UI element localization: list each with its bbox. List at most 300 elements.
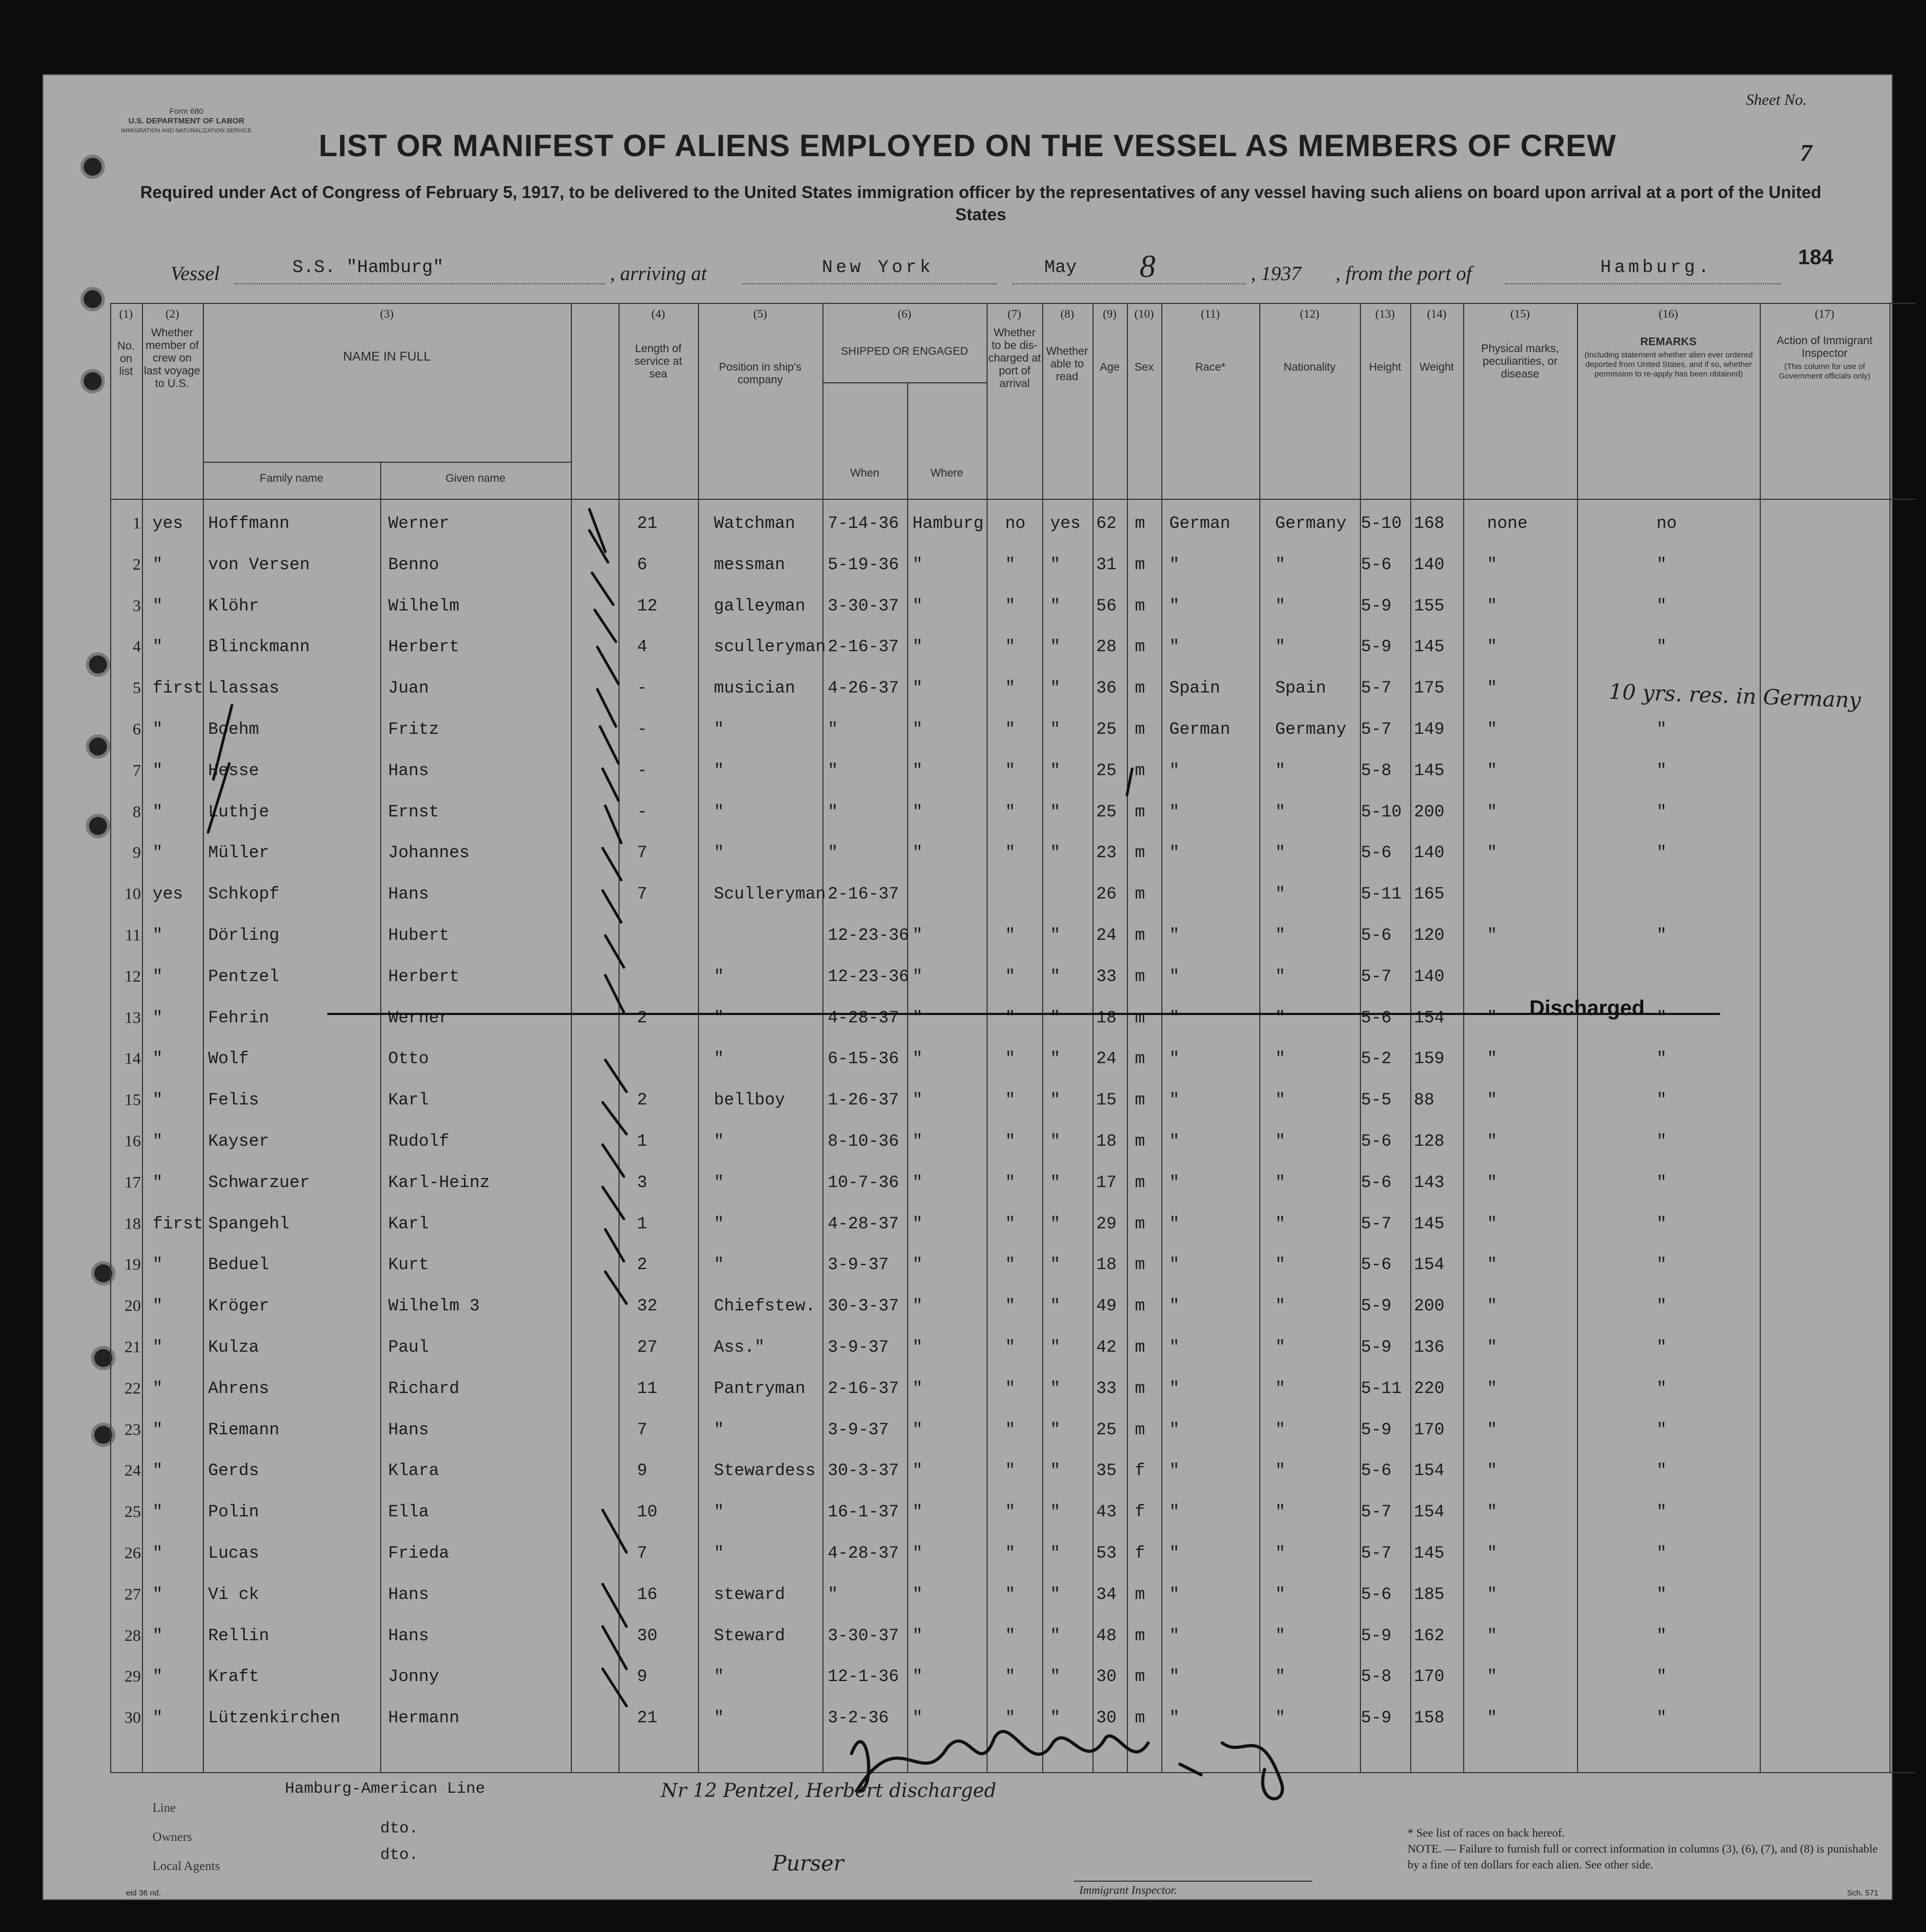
given-name-cell: Juan xyxy=(388,678,429,698)
read-cell: " xyxy=(1050,1296,1061,1316)
weight-cell: 220 xyxy=(1414,1378,1445,1398)
column-header-height: Height xyxy=(1369,361,1401,373)
nationality-cell: " xyxy=(1275,1172,1286,1192)
race-cell: " xyxy=(1169,843,1180,863)
where-cell: " xyxy=(912,1131,923,1151)
read-cell: " xyxy=(1050,1131,1061,1151)
member-cell: " xyxy=(153,596,163,616)
read-cell: " xyxy=(1050,1049,1061,1069)
remarks-cell: " xyxy=(1656,1049,1667,1069)
when-cell: 3-2-36 xyxy=(828,1708,889,1728)
weight-cell: 162 xyxy=(1414,1625,1445,1646)
family-name-cell: Pentzel xyxy=(208,966,280,986)
member-cell: " xyxy=(153,760,163,780)
height-cell: 5-7 xyxy=(1361,966,1392,986)
read-cell: " xyxy=(1050,1255,1061,1275)
binder-hole xyxy=(86,734,110,759)
remarks-cell: " xyxy=(1656,596,1667,616)
sheet-number: 7 xyxy=(1800,139,1812,166)
nationality-cell: " xyxy=(1275,1131,1286,1151)
table-row xyxy=(110,551,1889,592)
member-cell: " xyxy=(153,1584,163,1604)
race-cell: " xyxy=(1169,966,1180,986)
race-cell: " xyxy=(1169,1378,1180,1398)
when-cell: 30-3-37 xyxy=(828,1461,899,1481)
row-number: 14 xyxy=(124,1049,141,1068)
discharged-cell: " xyxy=(1005,554,1016,574)
physical-cell: " xyxy=(1487,1625,1498,1646)
position-cell: Pantryman xyxy=(714,1378,805,1398)
height-cell: 5-10 xyxy=(1361,802,1402,822)
discharged-cell: " xyxy=(1005,1008,1016,1028)
column-header-sex: Sex xyxy=(1134,361,1154,373)
table-row xyxy=(110,1580,1889,1622)
sex-cell: m xyxy=(1135,1049,1145,1069)
length-cell: 12 xyxy=(637,596,658,616)
physical-cell: " xyxy=(1487,1255,1498,1275)
row-number: 20 xyxy=(124,1296,141,1315)
length-cell: 11 xyxy=(637,1378,658,1398)
nationality-cell: " xyxy=(1275,925,1286,945)
table-row xyxy=(110,509,1889,551)
sex-cell: m xyxy=(1135,1378,1145,1398)
member-cell: " xyxy=(153,637,163,657)
physical-cell: " xyxy=(1487,802,1498,822)
when-cell: 4-28-37 xyxy=(828,1008,899,1028)
column-number: (9) xyxy=(1103,307,1117,320)
member-cell: " xyxy=(153,1172,163,1192)
sex-cell: m xyxy=(1135,1584,1145,1604)
family-name-cell: Klöhr xyxy=(208,596,259,616)
binder-hole xyxy=(80,369,105,393)
nationality-cell: " xyxy=(1275,1090,1286,1110)
member-cell: " xyxy=(153,1502,163,1522)
given-name-cell: Hans xyxy=(388,884,429,904)
row-number: 10 xyxy=(124,884,141,903)
discharged-cell: " xyxy=(1005,843,1016,863)
position-cell: " xyxy=(714,966,724,986)
arriving-label: , arriving at xyxy=(610,263,707,285)
physical-cell: " xyxy=(1487,1461,1498,1481)
weight-cell: 145 xyxy=(1414,637,1445,657)
member-cell: " xyxy=(153,1296,163,1316)
position-cell: " xyxy=(714,1008,724,1028)
inspector-label: Immigrant Inspector. xyxy=(1079,1883,1177,1897)
row-number: 8 xyxy=(132,802,141,821)
weight-cell: 88 xyxy=(1414,1090,1435,1110)
sex-cell: m xyxy=(1135,925,1145,945)
position-cell: " xyxy=(714,1543,724,1563)
column-number: (2) xyxy=(165,307,180,320)
sex-cell: m xyxy=(1135,720,1145,739)
weight-cell: 200 xyxy=(1414,802,1445,822)
where-cell: " xyxy=(912,720,923,739)
read-cell: " xyxy=(1050,1543,1061,1563)
column-header-when: When xyxy=(850,467,880,479)
member-cell: " xyxy=(153,1090,163,1110)
member-cell: yes xyxy=(153,514,183,533)
binder-hole xyxy=(86,814,110,838)
read-cell: " xyxy=(1050,1625,1061,1646)
position-cell: " xyxy=(714,802,724,822)
sex-cell: m xyxy=(1135,1255,1145,1275)
remarks-cell: " xyxy=(1656,1502,1667,1522)
age-cell: 62 xyxy=(1096,514,1117,533)
position-cell: " xyxy=(714,1131,724,1151)
given-name-cell: Kurt xyxy=(388,1255,429,1275)
where-cell: " xyxy=(912,554,923,574)
given-name-cell: Herbert xyxy=(388,966,460,986)
row-number: 1 xyxy=(132,514,141,532)
column-header-position: Position in ship's company xyxy=(719,361,802,386)
discharged-cell: " xyxy=(1005,1419,1016,1440)
column-header-given: Given name xyxy=(445,472,506,484)
member-cell: " xyxy=(153,843,163,863)
column-header-weight: Weight xyxy=(1419,361,1454,373)
height-cell: 5-8 xyxy=(1361,760,1392,780)
age-cell: 48 xyxy=(1096,1625,1117,1646)
length-cell: 10 xyxy=(637,1502,658,1522)
when-cell: 2-16-37 xyxy=(828,1378,899,1398)
weight-cell: 158 xyxy=(1414,1708,1445,1728)
where-cell: " xyxy=(912,1625,923,1646)
family-name-cell: Schwarzuer xyxy=(208,1172,310,1192)
column-header-action-note: (This column for use of Government officials only) xyxy=(1778,362,1871,381)
sex-cell: m xyxy=(1135,1090,1145,1110)
length-cell: 2 xyxy=(637,1255,648,1275)
when-cell: 3-30-37 xyxy=(828,596,899,616)
when-cell: " xyxy=(828,720,838,739)
sheet-no-label: Sheet No. xyxy=(1746,91,1807,109)
row-number: 2 xyxy=(132,554,141,573)
where-cell: " xyxy=(912,1378,923,1398)
weight-cell: 200 xyxy=(1414,1296,1445,1316)
read-cell: " xyxy=(1050,554,1061,574)
column-header-race: Race* xyxy=(1195,361,1226,373)
given-name-cell: Rudolf xyxy=(388,1131,450,1151)
remarks-cell: " xyxy=(1656,1461,1667,1481)
height-cell: 5-7 xyxy=(1361,720,1392,739)
position-cell: Chiefstew. xyxy=(714,1296,816,1316)
sex-cell: m xyxy=(1135,1625,1145,1646)
when-cell: 16-1-37 xyxy=(828,1502,899,1522)
read-cell: " xyxy=(1050,1502,1061,1522)
table-row xyxy=(110,1374,1889,1416)
weight-cell: 185 xyxy=(1414,1584,1445,1604)
nationality-cell: " xyxy=(1275,554,1286,574)
position-cell: " xyxy=(714,1049,724,1069)
when-cell: 3-9-37 xyxy=(828,1337,889,1357)
arriving-port: New York xyxy=(822,258,934,278)
race-cell: Spain xyxy=(1169,678,1221,698)
column-header-physical: Physical marks, peculiarities, or disease xyxy=(1481,343,1560,380)
when-cell: 8-10-36 xyxy=(828,1131,899,1151)
family-name-cell: Ahrens xyxy=(208,1378,270,1398)
nationality-cell: " xyxy=(1275,884,1286,904)
family-name-cell: Hoffmann xyxy=(208,514,290,533)
where-cell: " xyxy=(912,760,923,780)
physical-cell: " xyxy=(1487,1584,1498,1604)
race-cell: " xyxy=(1169,1255,1180,1275)
row-number: 29 xyxy=(124,1667,141,1686)
read-cell: " xyxy=(1050,720,1061,739)
remarks-cell: " xyxy=(1656,554,1667,574)
arrival-day: 8 xyxy=(1140,249,1155,284)
when-cell: 12-23-36 xyxy=(828,925,909,945)
table-row xyxy=(110,798,1889,839)
family-name-cell: Kröger xyxy=(208,1296,270,1316)
member-cell: " xyxy=(153,1543,163,1563)
weight-cell: 140 xyxy=(1414,554,1445,574)
given-name-cell: Paul xyxy=(388,1337,429,1357)
sex-cell: m xyxy=(1135,884,1145,904)
family-name-cell: Hesse xyxy=(208,760,259,780)
nationality-cell: " xyxy=(1275,1584,1286,1604)
physical-cell: " xyxy=(1487,1502,1498,1522)
departure-port: Hamburg. xyxy=(1600,258,1713,278)
read-cell: " xyxy=(1050,1584,1061,1604)
given-name-cell: Otto xyxy=(388,1049,429,1069)
member-cell: first xyxy=(153,678,204,698)
member-cell: " xyxy=(153,1625,163,1646)
where-cell: " xyxy=(912,596,923,616)
family-name-cell: Fehrin xyxy=(208,1008,270,1028)
when-cell: 7-14-36 xyxy=(828,514,899,533)
weight-cell: 170 xyxy=(1414,1667,1445,1687)
sex-cell: m xyxy=(1135,1131,1145,1151)
member-cell: " xyxy=(153,1008,163,1028)
discharged-cell: " xyxy=(1005,1296,1016,1316)
discharged-cell: " xyxy=(1005,966,1016,986)
race-cell: " xyxy=(1169,1461,1180,1481)
family-name-cell: Vi ck xyxy=(208,1584,259,1604)
when-cell: " xyxy=(828,843,838,863)
age-cell: 42 xyxy=(1096,1337,1117,1357)
position-cell: bellboy xyxy=(714,1090,785,1110)
height-cell: 5-11 xyxy=(1361,884,1402,904)
discharged-cell: " xyxy=(1005,925,1016,945)
column-number: (5) xyxy=(753,307,767,320)
discharged-stamp: Discharged xyxy=(1529,996,1645,1020)
age-cell: 15 xyxy=(1096,1090,1117,1110)
length-cell: 6 xyxy=(637,554,648,574)
binder-hole xyxy=(86,652,110,677)
form-number: Form 680 xyxy=(169,107,204,116)
row-number: 28 xyxy=(124,1625,141,1645)
race-cell: " xyxy=(1169,637,1180,657)
physical-cell: " xyxy=(1487,843,1498,863)
physical-cell: " xyxy=(1487,554,1498,574)
given-name-cell: Benno xyxy=(388,554,440,574)
given-name-cell: Wilhelm 3 xyxy=(388,1296,480,1316)
row-number: 22 xyxy=(124,1378,141,1397)
where-cell: " xyxy=(912,1502,923,1522)
race-cell: " xyxy=(1169,760,1180,780)
race-cell: " xyxy=(1169,802,1180,822)
height-cell: 5-7 xyxy=(1361,1543,1392,1563)
family-name-cell: Kraft xyxy=(208,1667,259,1687)
when-cell: 12-1-36 xyxy=(828,1667,899,1687)
length-cell: 1 xyxy=(637,1131,648,1151)
column-number: (10) xyxy=(1134,307,1154,320)
discharged-cell: " xyxy=(1005,1090,1016,1110)
position-cell: " xyxy=(714,720,724,739)
when-cell: 1-26-37 xyxy=(828,1090,899,1110)
age-cell: 25 xyxy=(1096,720,1117,739)
where-cell: " xyxy=(912,966,923,986)
weight-cell: 168 xyxy=(1414,514,1445,533)
where-cell: " xyxy=(912,1090,923,1110)
age-cell: 36 xyxy=(1096,678,1117,698)
row-strikethrough xyxy=(327,1013,1720,1015)
page-title: LIST OR MANIFEST OF ALIENS EMPLOYED ON THE VESSEL AS MEMBERS OF CREW xyxy=(318,129,1617,163)
weight-cell: 136 xyxy=(1414,1337,1445,1357)
given-name-cell: Ella xyxy=(388,1502,429,1522)
row-number: 6 xyxy=(132,720,141,738)
member-cell: " xyxy=(153,1708,163,1728)
column-number: (17) xyxy=(1815,307,1834,320)
length-cell: 21 xyxy=(637,1708,658,1728)
discharged-cell: " xyxy=(1005,1172,1016,1192)
when-cell: 3-9-37 xyxy=(828,1419,889,1440)
height-cell: 5-7 xyxy=(1361,1502,1392,1522)
given-name-cell: Frieda xyxy=(388,1543,450,1563)
height-cell: 5-9 xyxy=(1361,1337,1392,1357)
remarks-cell: " xyxy=(1656,1543,1667,1563)
remarks-cell: " xyxy=(1656,1625,1667,1646)
height-cell: 5-7 xyxy=(1361,678,1392,698)
nationality-cell: " xyxy=(1275,802,1286,822)
where-cell: " xyxy=(912,1584,923,1604)
when-cell: 30-3-37 xyxy=(828,1296,899,1316)
race-cell: " xyxy=(1169,1584,1180,1604)
vessel-name: S.S. "Hamburg" xyxy=(292,258,444,278)
row-number: 18 xyxy=(124,1214,141,1233)
member-cell: yes xyxy=(153,884,183,904)
column-header-member: Whether member of crew on last voyage to U.S. xyxy=(144,327,201,390)
column-header-name: NAME IN FULL xyxy=(343,349,431,364)
age-cell: 33 xyxy=(1096,1378,1117,1398)
position-cell: " xyxy=(714,1172,724,1192)
discharged-cell: " xyxy=(1005,678,1016,698)
weight-cell: 155 xyxy=(1414,596,1445,616)
physical-cell: " xyxy=(1487,1337,1498,1357)
remarks-cell: " xyxy=(1656,1667,1667,1687)
sex-cell: m xyxy=(1135,1667,1145,1687)
race-cell: " xyxy=(1169,554,1180,574)
family-name-cell: Beduel xyxy=(208,1255,270,1275)
sex-cell: f xyxy=(1135,1502,1145,1522)
discharged-cell: " xyxy=(1005,1502,1016,1522)
sex-cell: f xyxy=(1135,1543,1145,1563)
page-subtitle: Required under Act of Congress of February 5, 1917, to be delivered to the United States immigration officer by the representatives of any vessel having such aliens on board upon arrival at a port of the United States xyxy=(140,183,1822,224)
race-cell: " xyxy=(1169,1667,1180,1687)
when-cell: " xyxy=(828,760,838,780)
member-cell: " xyxy=(153,720,163,739)
column-header-age: Age xyxy=(1099,361,1120,373)
nationality-cell: " xyxy=(1275,1296,1286,1316)
when-cell: 6-15-36 xyxy=(828,1049,899,1069)
family-name-cell: Luthje xyxy=(208,802,270,822)
agents-label: Local Agents xyxy=(153,1859,220,1873)
read-cell: " xyxy=(1050,1667,1061,1687)
length-cell: - xyxy=(637,802,648,822)
row-number: 7 xyxy=(132,760,141,779)
arrival-month: May xyxy=(1044,258,1077,278)
remarks-cell: " xyxy=(1656,1255,1667,1275)
physical-cell: " xyxy=(1487,1296,1498,1316)
table-row xyxy=(110,1045,1889,1086)
row-number: 12 xyxy=(124,966,141,985)
physical-cell: " xyxy=(1487,760,1498,780)
family-name-cell: Boehm xyxy=(208,720,259,739)
race-cell: " xyxy=(1169,1625,1180,1646)
given-name-cell: Richard xyxy=(388,1378,460,1398)
height-cell: 5-5 xyxy=(1361,1090,1392,1110)
discharged-cell: " xyxy=(1005,1667,1016,1687)
sex-cell: m xyxy=(1135,1172,1145,1192)
from-label: , from the port of xyxy=(1336,263,1472,285)
given-name-cell: Johannes xyxy=(388,843,470,863)
row-number: 30 xyxy=(124,1708,141,1727)
member-cell: " xyxy=(153,1667,163,1687)
given-name-cell: Karl-Heinz xyxy=(388,1172,490,1192)
sex-cell: m xyxy=(1135,637,1145,657)
read-cell: " xyxy=(1050,1214,1061,1234)
weight-cell: 154 xyxy=(1414,1008,1445,1028)
sex-cell: m xyxy=(1135,678,1145,698)
where-cell: " xyxy=(912,1214,923,1234)
given-name-cell: Werner xyxy=(388,1008,450,1028)
table-row xyxy=(110,1333,1889,1374)
position-cell: steward xyxy=(714,1584,785,1604)
member-cell: " xyxy=(153,1255,163,1275)
when-cell: 4-28-37 xyxy=(828,1214,899,1234)
row-number: 23 xyxy=(124,1419,141,1439)
member-cell: " xyxy=(153,925,163,945)
where-cell: " xyxy=(912,1461,923,1481)
discharged-cell: " xyxy=(1005,802,1016,822)
when-cell: " xyxy=(828,1584,838,1604)
position-cell: " xyxy=(714,843,724,863)
weight-cell: 170 xyxy=(1414,1419,1445,1440)
nationality-cell: Spain xyxy=(1275,678,1327,698)
discharged-cell: " xyxy=(1005,1255,1016,1275)
row-number: 16 xyxy=(124,1131,141,1150)
table-row xyxy=(110,757,1889,798)
column-header-family: Family name xyxy=(259,472,324,484)
column-header-read: Whether able to read xyxy=(1046,345,1088,383)
sex-cell: m xyxy=(1135,596,1145,616)
position-cell: " xyxy=(714,760,724,780)
weight-cell: 149 xyxy=(1414,720,1445,739)
length-cell: - xyxy=(637,720,648,739)
member-cell: " xyxy=(153,1378,163,1398)
handwritten-discharge-note: Nr 12 Pentzel, Herbert discharged xyxy=(661,1780,997,1802)
sex-cell: m xyxy=(1135,1296,1145,1316)
given-name-cell: Wilhelm xyxy=(388,596,460,616)
column-number: (14) xyxy=(1427,307,1447,320)
family-name-cell: von Versen xyxy=(208,554,310,574)
position-cell: musician xyxy=(714,678,795,698)
given-name-cell: Hermann xyxy=(388,1708,460,1728)
race-cell: " xyxy=(1169,925,1180,945)
given-name-cell: Hans xyxy=(388,1584,429,1604)
where-cell: " xyxy=(912,1008,923,1028)
where-cell: " xyxy=(912,637,923,657)
discharged-cell: " xyxy=(1005,1461,1016,1481)
height-cell: 5-9 xyxy=(1361,1625,1392,1646)
